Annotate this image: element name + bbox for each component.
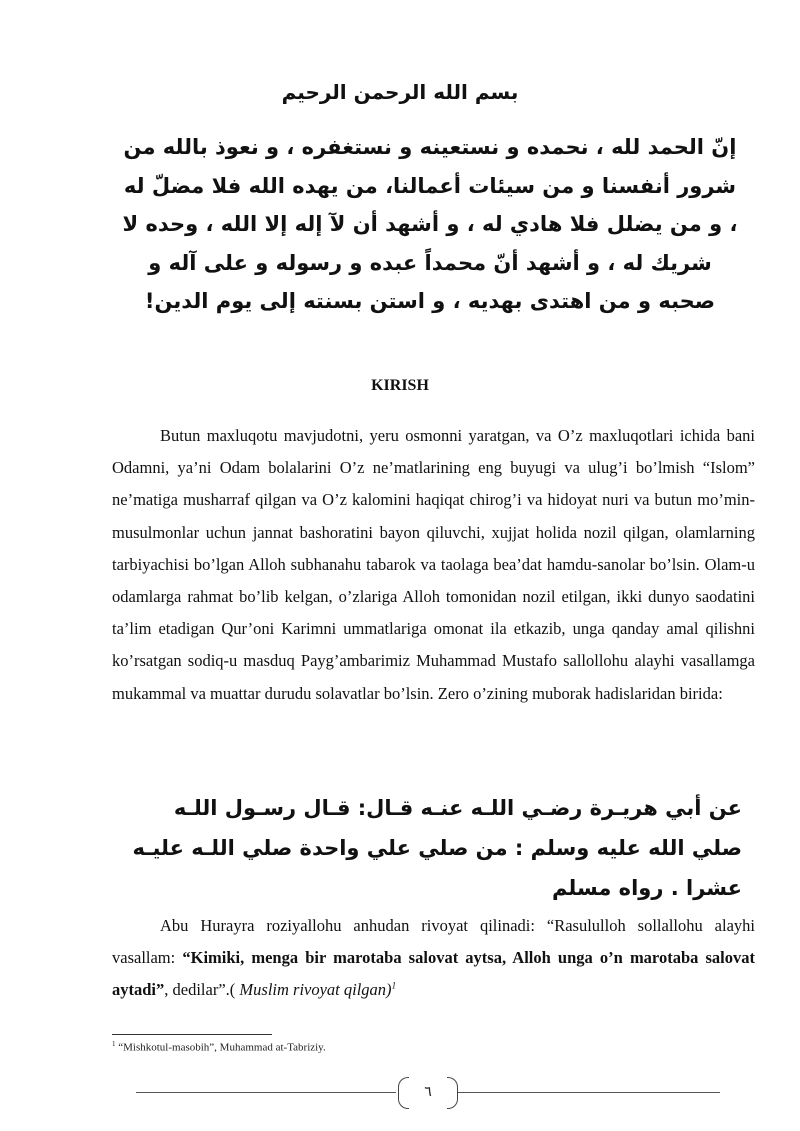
dua-line: ، و من يضلل فلا هادي له ، و أشهد أن لآ إله إلا الله ، وحده لا xyxy=(122,212,738,236)
footnote-number: 1 xyxy=(112,1040,116,1048)
footer-rule-left xyxy=(136,1092,396,1093)
footer-rule-right xyxy=(458,1092,720,1093)
dua-line: إنّ الحمد لله ، نحمده و نستعينه و نستغفره ، و نعوذ بالله من xyxy=(123,135,737,159)
translation-source: Muslim rivoyat qilgan) xyxy=(239,980,392,1000)
footnote-text: “Mishkotul-masobih”, Muhammad at-Tabriziy. xyxy=(115,1041,326,1054)
footnote-reference[interactable]: 1 xyxy=(391,980,397,991)
page-number-frame xyxy=(398,1077,458,1109)
footnote-divider xyxy=(112,1034,272,1035)
translation-after: , dedilar”.( xyxy=(164,980,240,1000)
hadith-translation xyxy=(112,910,755,1007)
dua-line: شريك له ، و أشهد أنّ محمداً عبده و رسوله و على آله و xyxy=(148,250,712,275)
hadith-arabic xyxy=(108,788,742,908)
footnote xyxy=(112,1040,326,1054)
hadith-line: عن أبي هريـرة رضـي اللـه عنـه قـال: قـال رسـول اللـه xyxy=(173,796,742,820)
translation-lead: Abu Hurayra roziyallohu anhudan rivoyat qilinadi: “Rasululloh sollallohu alayhi vasallam: xyxy=(112,916,755,968)
intro-paragraph: Butun maxluqotu mavjudotni, yeru osmonni yaratgan, va O’z maxluqotlari ichida bani Odamni, ya’ni Odam bolalarini O’z ne’matlarining eng buyugi va ulug’i bo’lmish “Islom” ne’matiga musharraf qilgan va O’z kalomini haqiqat chirog’i va hidoyat nuri va butun mo’min-musulmonlar uchun jannat bashoratini bayon qiluvchi, xujjat holida nozil qilgan, olamlarning tarbiyachisi bo’lgan Alloh subhanahu tabarok va taolaga bea’dat hamdu-sanolar bo’lsin. Olam-u odamlarga rahmat bo’lib kelgan, o’zlariga Alloh tomonidan nozil etilgan, ikki dunyo saodatini ta’lim etadigan Qur’oni Karimni ummatlariga omonat ila etkazib, unga qanday amal qilishni ko’rsatgan sodiq-u masduq Payg’ambarimiz Muhammad Mustafo sallollohu alayhi vasallamga mukammal va muattar durudu solavatlar bo’lsin. Zero o’zining muborak hadislaridan birida: xyxy=(112,426,755,703)
opening-dua xyxy=(108,128,752,321)
dua-line: شرور أنفسنا و من سيئات أعمالنا، من يهده الله فلا مضلّ له xyxy=(123,173,737,198)
dua-line: صحبه و من اهتدى بهديه ، و استن بسنته إلى يوم الدين! xyxy=(144,289,716,313)
hadith-line: صلي الله عليه وسلم : من صلي علي واحدة صلي اللـه عليـه xyxy=(132,836,742,860)
translation-quote: “Kimiki, menga bir marotaba salovat aytsa, Alloh unga o’n marotaba salovat aytadi” xyxy=(112,948,755,1000)
basmala-line: بسم الله الرحمن الرحيم xyxy=(281,80,519,104)
hadith-line: عشرا . رواه مسلم xyxy=(551,876,742,900)
page-number: ٦ xyxy=(424,1084,432,1100)
section-heading: KIRISH xyxy=(371,377,429,394)
